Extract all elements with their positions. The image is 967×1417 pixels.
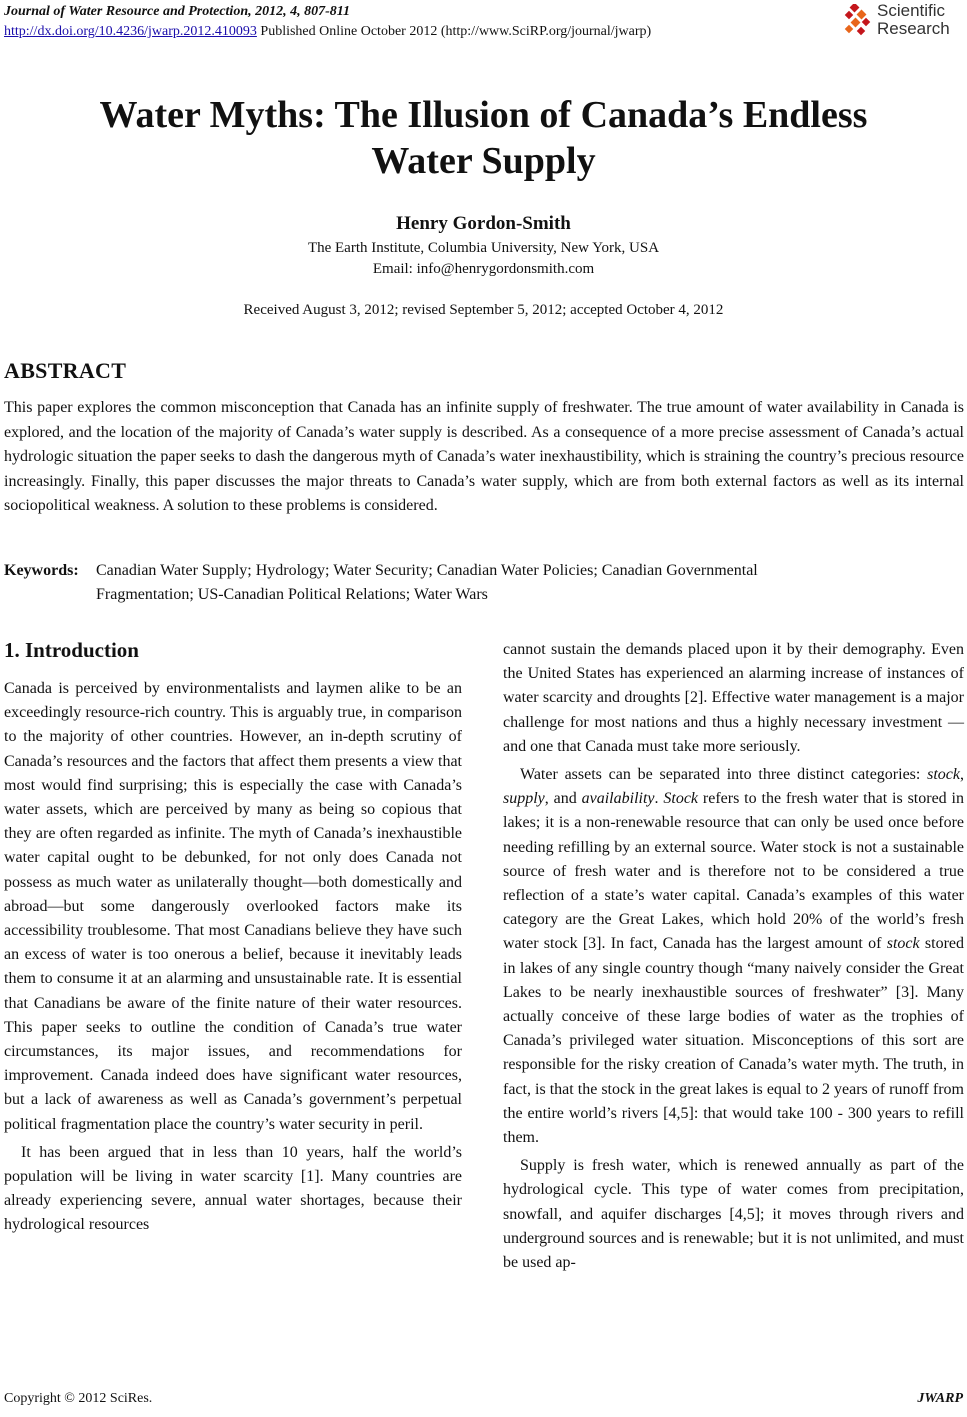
paragraph: cannot sustain the demands placed upon it by their demography. Even the United States has experienced an alarming increase of instances of water scarcity and droughts [2]. Effective water management is a major challenge for most nations and thus a highly necessary investment —and one that Canada must take more seriously. bbox=[503, 641, 964, 755]
text-run: Water assets can be separated into three distinct categories: bbox=[520, 766, 928, 784]
right-column bbox=[503, 638, 964, 1275]
text-run: , and bbox=[544, 790, 582, 808]
text-run: . bbox=[654, 790, 664, 808]
keywords-list bbox=[96, 559, 954, 607]
logo-text-line2: Research bbox=[877, 19, 950, 38]
paper-title bbox=[0, 92, 967, 184]
author-name: Henry Gordon-Smith bbox=[396, 213, 571, 234]
title-line-1: Water Myths: The Illusion of Canada’s Endless bbox=[99, 94, 868, 136]
paragraph: It has been argued that in less than 10 years, half the world’s population will be living in water scarcity [1]. Many countries are already experiencing severe, annual water shortages, because their hydrological resources bbox=[4, 1143, 462, 1234]
scirp-logo-icon bbox=[843, 4, 873, 38]
text-run: refers to the fresh water that is stored in lakes; it is a non-renewable resource that can only be used once before needing refilling by an external source. Water stock is not a sustainable source of fresh water and is therefore not to be considered a true reflection of a state’s water capital. Canada’s examples of this water category are the Great Lakes, which hold 20% of the world’s fresh water stock [3]. In fact, Canada has the largest amount of bbox=[503, 790, 964, 953]
paragraph-water-categories bbox=[503, 763, 964, 1150]
publisher-logo bbox=[843, 2, 963, 42]
text-run: stored in lakes of any single country though “many naively consider the Great Lakes to be nearly inexhaustible sources of freshwater” [3]. Many actually conceive of these large bodies of water as the trophies of Canada’s privileged water situation. Misconceptions of this sort are responsible for the risky creation of Canada’s water myth. The truth, in fact, is that the stock in the great lakes is equal to 2 years of runoff from the entire world’s rivers [4,5]: that would take 100 - 300 years to refill them. bbox=[503, 935, 964, 1147]
logo-text bbox=[877, 2, 950, 38]
footer-copyright: Copyright © 2012 SciRes. bbox=[4, 1391, 153, 1406]
term-supply: supply bbox=[503, 790, 545, 808]
author-affiliation: The Earth Institute, Columbia University, New York, USA bbox=[307, 240, 660, 256]
journal-volume: , 2012, 4, 807-811 bbox=[248, 4, 351, 19]
doi-link[interactable]: http://dx.doi.org/10.4236/jwarp.2012.410093 bbox=[4, 24, 257, 39]
term-stock: stock bbox=[886, 935, 920, 953]
journal-citation-line bbox=[4, 2, 651, 22]
keywords-label: Keywords: bbox=[4, 562, 79, 579]
term-stock: stock bbox=[927, 766, 960, 784]
title-line-2: Water Supply bbox=[371, 140, 596, 182]
abstract-heading: ABSTRACT bbox=[4, 358, 127, 383]
paragraph: Canada is perceived by environmentalists and laymen alike to be an exceedingly resource-rich country. This is arguably true, in comparison to the majority of other countries. However, an in-depth scrutiny of Canada’s resources and the factors that affect them presents a view that most would find surprising; this is especially the case with Canada’s water assets, which are perceived by many as being so copious that they are often regarded as infinite. The myth of Canada’s inexhaustible water capital ought to be debunked, for not only does Canada not possess as much water as unilaterally thought—both domestically and abroad—but some dangerously overlooked factors make its accessibility troublesome. That most Canadians believe they have such an excess of water is too onerous a belief, because it inevitably leads them to consume it at an alarming and unsustainable rate. It is essential that Canadians be aware of the finite nature of their water resources. This paper seeks to outline the condition of Canada’s true water circumstances, its major issues, and recommendations for improvement. Canada indeed does have significant water resources, but a lack of awareness as well as Canada’s government’s perpetual political fragmentation place the country’s water security in peril. bbox=[4, 680, 462, 1133]
logo-text-line1: Scientific bbox=[877, 1, 946, 20]
running-header bbox=[4, 2, 651, 42]
text-run: , bbox=[960, 766, 964, 784]
paragraph: Supply is fresh water, which is renewed annually as part of the hydrological cycle. This type of water comes from precipitation, snowfall, and aquifer discharges [4,5]; it moves through rivers and underground sources and is renewable; but it is not unlimited, and must be used ap- bbox=[503, 1157, 964, 1272]
left-column bbox=[4, 677, 462, 1238]
term-availability: availability bbox=[581, 790, 655, 808]
doi-line bbox=[4, 22, 651, 42]
keywords-line-1: Canadian Water Supply; Hydrology; Water Security; Canadian Water Policies; Canadian Governmental bbox=[96, 562, 758, 579]
abstract-text: This paper explores the common misconception that Canada has an infinite supply of freshwater. The true amount of water availability in Canada is explored, and the location of the majority of Canada’s water supply is described. As a consequence of a more precise assessment of Canada’s actual hydrologic situation the paper seeks to dash the dangerous myth of Canada’s water inexhaustibility, which is straining the country’s precious resource increasingly. Finally, this paper discusses the major threats to Canada’s water supply, which are from both external factors as well as its internal sociopolitical weakness. A solution to these problems is considered. bbox=[4, 399, 964, 515]
author-email: Email: info@henrygordonsmith.com bbox=[372, 261, 595, 277]
keywords-line-2: Fragmentation; US-Canadian Political Relations; Water Wars bbox=[96, 586, 488, 603]
journal-name: Journal of Water Resource and Protection bbox=[4, 4, 249, 19]
section-heading-introduction: 1. Introduction bbox=[4, 638, 139, 662]
received-dates: Received August 3, 2012; revised September 5, 2012; accepted October 4, 2012 bbox=[243, 302, 724, 318]
term-stock: Stock bbox=[663, 790, 699, 808]
footer-journal-abbr: JWARP bbox=[917, 1391, 963, 1406]
published-info: Published Online October 2012 (http://www.SciRP.org/journal/jwarp) bbox=[256, 24, 652, 39]
